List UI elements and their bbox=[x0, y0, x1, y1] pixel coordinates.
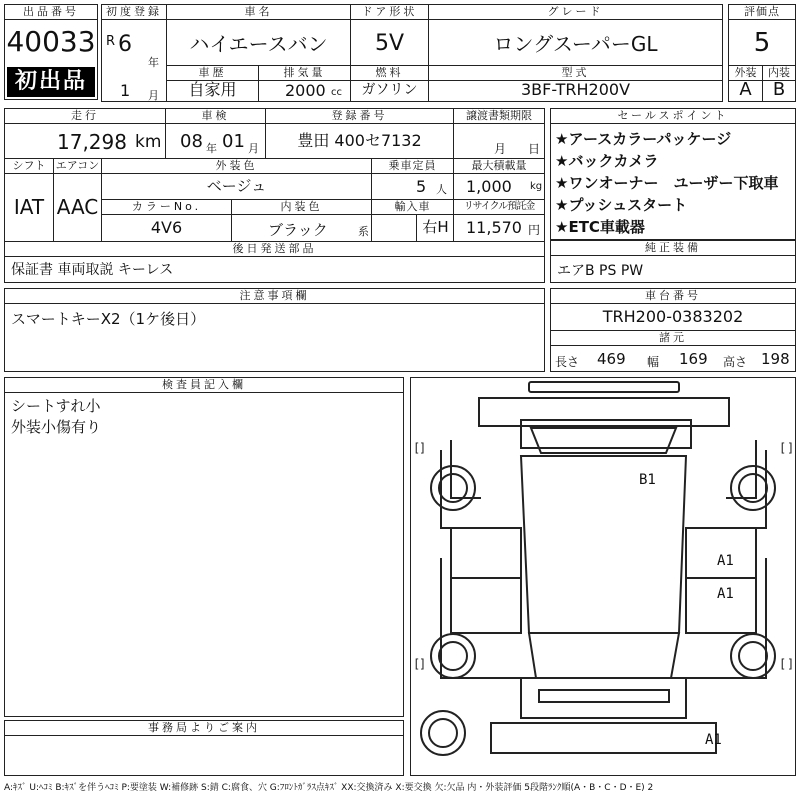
history-label: 車歴 bbox=[166, 65, 258, 81]
transfer-label: 譲渡書類期限 bbox=[453, 109, 544, 124]
inspection-label: 車検 bbox=[165, 109, 265, 124]
inspector-line: 外装小傷有り bbox=[11, 418, 102, 436]
svg-text:[: [ bbox=[413, 441, 421, 455]
grade-value: ロングスーパーGL bbox=[428, 20, 722, 68]
wheel-front-left bbox=[431, 466, 475, 510]
inspection-year-unit: 年 bbox=[206, 142, 217, 155]
ext-grade-label: 外装 bbox=[729, 65, 762, 81]
inspection-cell bbox=[165, 124, 265, 158]
history-value: 自家用 bbox=[166, 79, 258, 101]
svg-text:]: ] bbox=[419, 441, 427, 455]
rear-plate-outline bbox=[539, 690, 669, 702]
capacity-cell bbox=[371, 173, 453, 199]
right-front-damage-mark: A1 bbox=[717, 553, 734, 569]
reg-era: R bbox=[106, 34, 116, 49]
notes-box bbox=[4, 288, 545, 372]
svg-text:[: [ bbox=[779, 657, 787, 671]
displacement-cell bbox=[258, 79, 350, 101]
svg-text:]: ] bbox=[787, 657, 795, 671]
inspection-month: 01 bbox=[222, 131, 245, 152]
lot-box bbox=[4, 4, 98, 100]
width-label: 幅 bbox=[647, 355, 660, 369]
fuel-value: ガソリン bbox=[350, 79, 428, 101]
payload-cell bbox=[453, 173, 544, 199]
type-value: 3BF-TRH200V bbox=[428, 79, 722, 101]
later-parts-value: 保証書 車両取説 キーレス bbox=[11, 262, 174, 278]
capacity-label: 乗車定員 bbox=[371, 158, 453, 174]
int-color-cell bbox=[231, 214, 371, 241]
header-grid bbox=[101, 4, 723, 102]
office-label: 事務局よりご案内 bbox=[5, 721, 403, 736]
sales-point-item: ★バックカメラ bbox=[555, 152, 659, 170]
windshield-outline bbox=[531, 428, 676, 453]
month-unit: 月 bbox=[148, 89, 159, 102]
transfer-day-unit: 日 bbox=[528, 142, 541, 156]
color-no-label: カラーNo. bbox=[101, 199, 231, 215]
office-box bbox=[4, 720, 404, 776]
door-value: 5V bbox=[350, 20, 428, 68]
model-value: ハイエースバン bbox=[166, 20, 350, 68]
equipment-label: 純正装備 bbox=[551, 241, 795, 256]
sales-point-item: ★ワンオーナー ユーザー下取車 bbox=[555, 174, 779, 192]
payload-unit: kg bbox=[530, 181, 543, 192]
shift-value: IAT bbox=[13, 195, 45, 219]
notes-label: 注意事項欄 bbox=[5, 289, 544, 304]
reg-year: 6 bbox=[118, 32, 132, 57]
fuel-label: 燃料 bbox=[350, 65, 428, 81]
displacement-unit: cc bbox=[331, 87, 342, 98]
first-listing-badge: 初出品 bbox=[7, 67, 95, 97]
details-grid bbox=[4, 108, 545, 283]
right-door-outline bbox=[686, 528, 756, 633]
inspector-line: シートすれ小 bbox=[11, 397, 101, 415]
width-value: 169 bbox=[679, 350, 708, 368]
mileage-cell bbox=[5, 124, 165, 158]
payload-label: 最大積載量 bbox=[453, 158, 544, 174]
color-no-value: 4V6 bbox=[101, 214, 231, 241]
recycle-label: リサイクル預託金 bbox=[453, 199, 544, 215]
plate-label: 登録番号 bbox=[265, 109, 453, 124]
roof-damage-mark: B1 bbox=[639, 472, 656, 488]
dims-row bbox=[551, 346, 795, 372]
rear-window-outline bbox=[529, 633, 679, 678]
transfer-cell bbox=[453, 124, 544, 158]
transfer-month-unit: 月 bbox=[494, 142, 507, 156]
grade-label: グレード bbox=[428, 5, 722, 20]
recycle-value: 11,570 bbox=[466, 218, 522, 237]
chassis-box bbox=[550, 288, 796, 372]
spare-wheel bbox=[421, 711, 465, 755]
int-grade-value: B bbox=[762, 79, 795, 101]
payload-value: 1,000 bbox=[466, 177, 512, 196]
left-door-outline bbox=[451, 528, 521, 633]
reg-label: 初度登録 bbox=[102, 5, 166, 20]
sales-point-item: ★プッシュスタート bbox=[555, 196, 688, 214]
equipment-box bbox=[550, 240, 796, 283]
capacity-unit: 人 bbox=[436, 183, 447, 196]
height-label: 高さ bbox=[723, 355, 748, 369]
door-label: ドア形状 bbox=[350, 5, 428, 20]
rear-bumper-outline bbox=[491, 723, 716, 753]
model-label: 車名 bbox=[166, 5, 350, 20]
handle-value: 右H bbox=[416, 214, 454, 241]
wheel-rear-left bbox=[431, 634, 475, 678]
legend-text: A:ｷｽﾞ U:ﾍｺﾐ B:ｷｽﾞを伴うﾍｺﾐ P:要塗装 W:補修跡 S:錆 C:腐食、穴 G:ﾌﾛﾝﾄｶﾞﾗｽ点ｷｽﾞ XX:交換済み X:要交換 欠:欠品 内・外装評価 5段階ﾗﾝｸ順(A・B・C・D・E) 2 bbox=[4, 783, 654, 793]
length-value: 469 bbox=[597, 350, 626, 368]
svg-text:[: [ bbox=[779, 441, 787, 455]
rear-bumper-damage-mark: A1 bbox=[705, 732, 722, 748]
svg-text:]: ] bbox=[419, 657, 427, 671]
sales-points-label: セールスポイント bbox=[551, 109, 795, 124]
rear-gate-outline bbox=[521, 678, 686, 718]
dims-label: 諸元 bbox=[551, 330, 795, 346]
roof-top-outline bbox=[529, 382, 679, 392]
int-grade-label: 内装 bbox=[762, 65, 795, 81]
recycle-unit: 円 bbox=[528, 223, 541, 237]
mileage-unit: km bbox=[135, 132, 162, 152]
type-label: 型式 bbox=[428, 65, 722, 81]
chassis-value: TRH200-0383202 bbox=[602, 307, 744, 326]
equipment-value: エアB PS PW bbox=[557, 263, 644, 279]
inspector-box bbox=[4, 377, 404, 717]
score-label: 評価点 bbox=[729, 5, 795, 20]
ext-color-label: 外装色 bbox=[101, 158, 371, 174]
reg-month: 1 bbox=[120, 81, 131, 100]
lot-number: 40033 bbox=[6, 25, 96, 58]
hood-outline bbox=[521, 420, 691, 448]
wheel-rear-right bbox=[731, 634, 775, 678]
shift-label: シフト bbox=[5, 158, 53, 174]
score-box bbox=[728, 4, 796, 102]
int-color-label: 内装色 bbox=[231, 199, 371, 215]
int-color-unit: 系 bbox=[358, 225, 369, 238]
int-color-value: ブラック bbox=[268, 221, 328, 239]
notes-value: スマートキーX2（1ケ後日） bbox=[11, 310, 206, 328]
later-parts-label: 後日発送部品 bbox=[5, 241, 544, 257]
import-cell bbox=[371, 214, 453, 241]
recycle-cell bbox=[453, 214, 544, 241]
right-rear-damage-mark: A1 bbox=[717, 586, 734, 602]
wheel-front-right bbox=[731, 466, 775, 510]
inspection-year: 08 bbox=[180, 131, 203, 152]
inspector-label: 検査員記入欄 bbox=[5, 378, 403, 393]
sales-point-item: ★ETC車載器 bbox=[555, 218, 645, 236]
displacement-label: 排気量 bbox=[258, 65, 350, 81]
mileage-value: 17,298 bbox=[57, 130, 127, 154]
lot-label: 出品番号 bbox=[5, 5, 97, 20]
mileage-label: 走行 bbox=[5, 109, 165, 124]
chassis-label: 車台番号 bbox=[551, 289, 795, 304]
plate-value: 豊田 400セ7132 bbox=[265, 124, 453, 158]
reg-month-cell bbox=[102, 79, 166, 101]
year-unit: 年 bbox=[148, 56, 159, 69]
capacity-value: 5 bbox=[416, 177, 427, 196]
height-value: 198 bbox=[761, 350, 790, 368]
sales-points-box bbox=[550, 108, 796, 240]
ac-label: エアコン bbox=[53, 158, 101, 174]
sales-point-item: ★アースカラーパッケージ bbox=[555, 130, 732, 148]
damage-diagram-box bbox=[410, 377, 796, 776]
left-side-outline bbox=[441, 450, 521, 678]
roof-panel-outline bbox=[521, 456, 686, 633]
vehicle-diagram bbox=[411, 378, 795, 775]
import-label: 輸入車 bbox=[371, 199, 453, 215]
length-label: 長さ bbox=[555, 355, 580, 369]
svg-text:[: [ bbox=[413, 657, 421, 671]
displacement-value: 2000 bbox=[285, 81, 326, 100]
svg-text:]: ] bbox=[787, 441, 795, 455]
ext-color-value: ベージュ bbox=[101, 173, 371, 199]
ac-value: AAC bbox=[53, 173, 101, 241]
score-value: 5 bbox=[753, 28, 771, 58]
ext-grade-value: A bbox=[739, 79, 752, 100]
reg-date bbox=[102, 20, 166, 68]
inspection-month-unit: 月 bbox=[248, 142, 259, 155]
